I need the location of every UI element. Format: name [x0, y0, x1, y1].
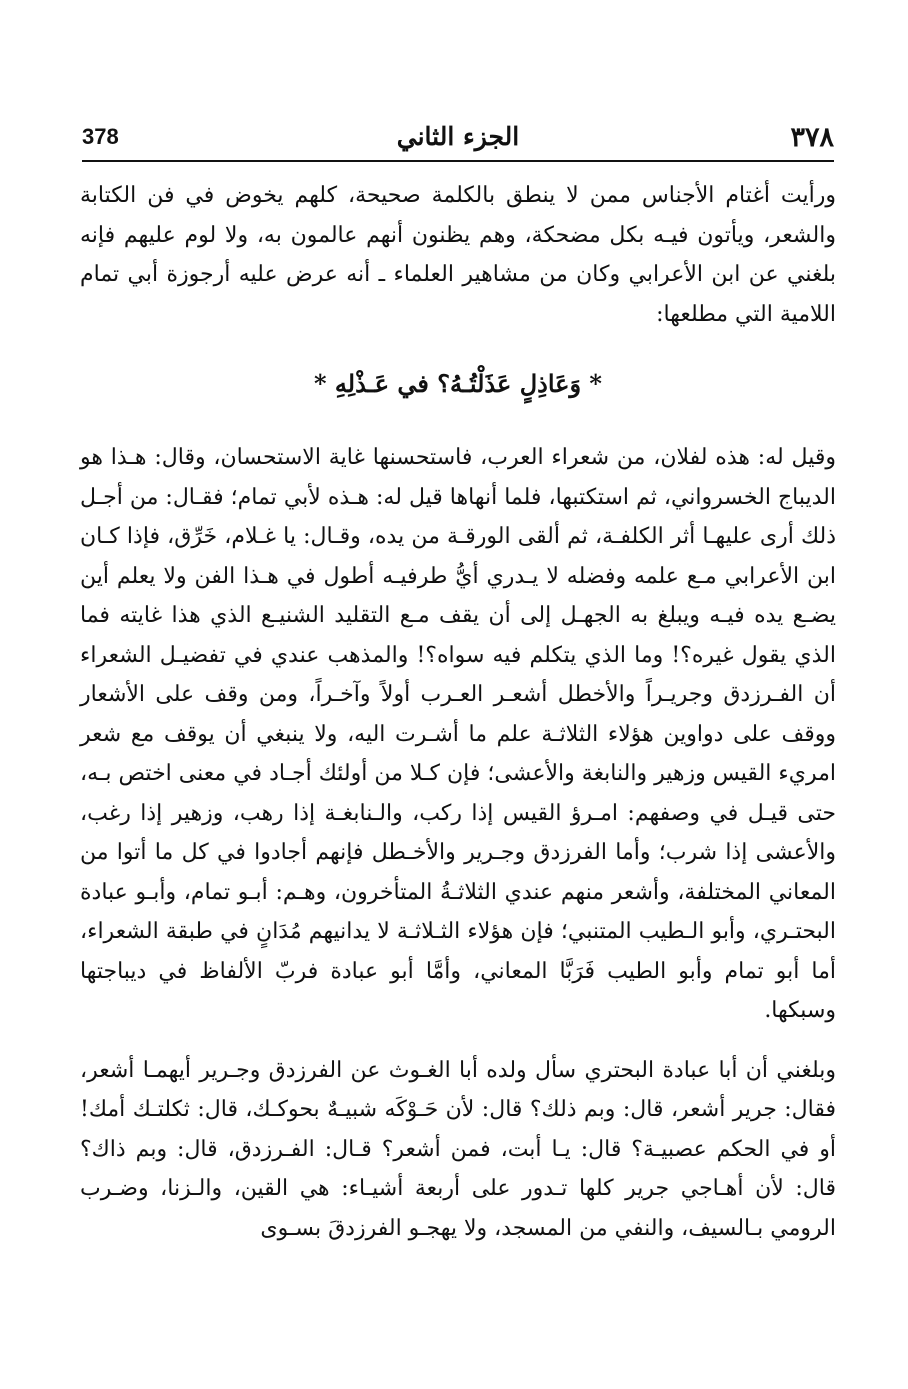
page-number-arabic: ٣٧٨ — [790, 122, 834, 153]
running-title: الجزء الثاني — [396, 122, 520, 151]
paragraph-2: وقيل له: هذه لفلان، من شعراء العرب، فاستحسنها غاية الاستحسان، وقال: هـذا هو الديباج الخسرواني، ثم استكتبها، فلما أنهاها قيل له: هـذه لأبي تمام؛ فقـال: من أجـل ذلك أرى عليهـا أثر الكلفـة، ثم ألقى الورقـة من يده، وقـال: يا غـلام، خَرِّق، فإذا كـان ابن الأعرابي مـع علمه وفضله لا يـدري أيُّ طرفيـه أطول في هـذا الفن ولا يعلم أين يضـع يده فيـه ويبلغ به الجهـل إلى أن يقف مـع التقليد الشنيـع الذي هذا غايته فما الذي يقول غيره؟! وما الذي يتكلم فيه سواه؟! والمذهب عندي في تفضيـل الشعراء أن الفـرزدق وجريـراً والأخطل أشعـر العـرب أولاً وآخـراً، ومن وقف على الأشعار ووقف على دواوين هؤلاء الثلاثـة علم ما أشـرت اليه، ولا ينبغي أن يوقف مع شعر امريء القيس وزهير والنابغة والأعشى؛ فإن كـلا من أولئك أجـاد في معنى اختص بـه، حتى قيـل في وصفهم: امـرؤ القيس إذا ركب، والـنابغـة إذا رهب، وزهير إذا رغب، والأعشى إذا شرب؛ وأما الفرزدق وجـرير والأخـطل فإنهم أجادوا في كل ما أتوا من المعاني المختلفة، وأشعر منهم عندي الثلاثـةُ المتأخرون، وهـم: أبـو تمام، وأبـو عبادة البحتـري، وأبو الـطيب المتنبي؛ فإن هؤلاء الثـلاثـة لا يدانيهم مُدَانٍ في طبقة الشعراء، أما أبو تمام وأبو الطيب فَرَبَّا المعاني، وأمَّا أبو عبادة فربّ الألفاظ في ديباجتها وسبكها. — [80, 445, 837, 1023]
page-body — [80, 176, 836, 1248]
page-header — [82, 118, 834, 162]
paragraph-3: وبلغني أن أبا عبادة البحتري سأل ولده أبا الغـوث عن الفرزدق وجـرير أيهمـا أشعر، فقال: جرير أشعر، قال: وبم ذلك؟ قال: لأن حَـوْكَه شبيـهٌ بحوكـك، قال: ثكلتـك أمك! أو في الحكم عصبيـة؟ قال: يـا أبت، فمن أشعر؟ قـال: الفـرزدق، قال: وبم ذاك؟ قال: لأن أهـاجي جرير كلها تـدور على أربعة أشيـاء: هي القين، والـزنا، وضـرب الرومي بـالسيف، والنفي من المسجد، ولا يهجـو الفرزدقَ بسـوى — [80, 1057, 836, 1241]
paragraph-gap — [80, 1031, 836, 1051]
paragraph-1: ورأيت أغتام الأجناس ممن لا ينطق بالكلمة صحيحة، كلهم يخوض في فن الكتابة والشعر، ويأتون فيـه بكل مضحكة، وهم يظنون أنهم عالمون به، ولا لوم عليهم فإنه بلغني عن ابن الأعرابي وكان من مشاهير العلماء ـ أنه عرض عليه أرجوزة أبي تمام اللامية التي مطلعها: — [80, 183, 837, 327]
verse-line: * وَعَاذِلٍ عَذَلْتُـهُ؟ في عَـذْلِهِ * — [314, 369, 602, 398]
page-number-latin: 378 — [82, 124, 119, 149]
header-rule — [82, 160, 834, 162]
